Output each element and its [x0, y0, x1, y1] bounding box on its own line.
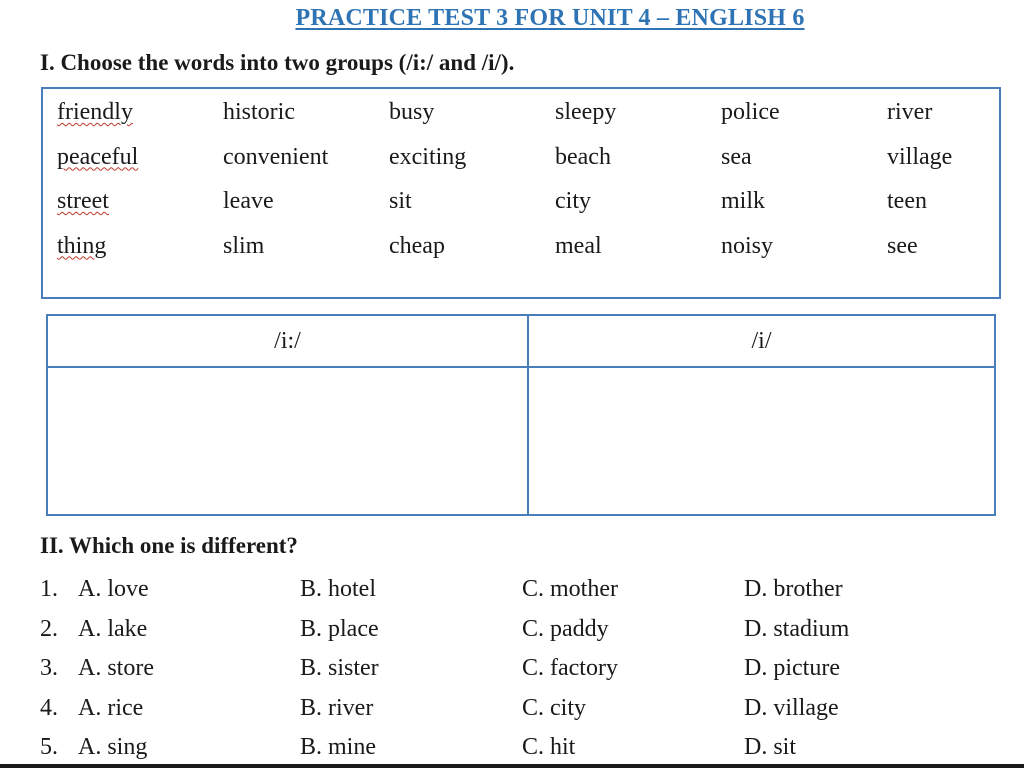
option-b: B. river — [300, 694, 374, 721]
question-row — [40, 649, 1000, 689]
word: sea — [721, 143, 752, 170]
word: cheap — [389, 232, 445, 259]
word: milk — [721, 188, 766, 214]
short-i-header: /i/ — [528, 315, 995, 367]
word: noisy — [721, 232, 774, 259]
question-row — [40, 728, 1000, 768]
word: convenient — [223, 143, 329, 170]
bottom-rule — [0, 764, 1024, 768]
word: police — [721, 99, 780, 125]
option-c: C. hit — [522, 734, 576, 761]
short-i-answer-cell[interactable] — [528, 367, 995, 515]
word: teen — [887, 188, 927, 214]
section-1-heading: I. Choose the words into two groups (/i:/ and /i/). — [40, 50, 515, 75]
option-a: A. store — [78, 655, 154, 682]
option-d: D. brother — [744, 576, 843, 603]
word: slim — [223, 232, 265, 259]
word: sleepy — [555, 99, 617, 125]
option-b: B. place — [300, 615, 379, 642]
option-d: D. stadium — [744, 615, 850, 642]
option-b: B. sister — [300, 655, 379, 682]
question-number: 2. — [40, 615, 58, 642]
question-number: 4. — [40, 694, 58, 721]
option-a: A. rice — [78, 694, 144, 721]
question-number: 3. — [40, 655, 58, 682]
option-a: A. love — [78, 576, 149, 603]
option-d: D. sit — [744, 734, 797, 761]
word: village — [887, 143, 953, 170]
word: peaceful — [57, 143, 139, 170]
option-b: B. hotel — [300, 576, 376, 603]
word: busy — [389, 99, 435, 125]
option-c: C. city — [522, 694, 586, 721]
word: historic — [223, 99, 295, 125]
word-grid — [57, 99, 1024, 277]
option-c: C. mother — [522, 576, 618, 603]
word: beach — [555, 143, 611, 170]
option-b: B. mine — [300, 734, 376, 761]
word: city — [555, 188, 591, 214]
sort-table — [46, 314, 996, 516]
option-d: D. picture — [744, 655, 840, 682]
word: river — [887, 99, 933, 125]
word: exciting — [389, 143, 467, 170]
option-a: A. sing — [78, 734, 148, 761]
question-number: 5. — [40, 734, 58, 761]
question-number: 1. — [40, 576, 58, 603]
section-2-heading: II. Which one is different? — [40, 533, 298, 558]
word: meal — [555, 232, 602, 259]
question-list — [40, 570, 1000, 768]
question-row — [40, 689, 1000, 729]
option-d: D. village — [744, 694, 839, 721]
option-c: C. paddy — [522, 615, 609, 642]
long-i-header: /i:/ — [47, 315, 528, 367]
question-row — [40, 610, 1000, 650]
word: leave — [223, 188, 274, 214]
option-c: C. factory — [522, 655, 618, 682]
word: friendly — [57, 99, 133, 125]
word: sit — [389, 188, 412, 214]
word: see — [887, 232, 918, 259]
word: street — [57, 188, 109, 214]
option-a: A. lake — [78, 615, 148, 642]
word: thing — [57, 232, 107, 259]
question-row — [40, 570, 1000, 610]
long-i-answer-cell[interactable] — [47, 367, 528, 515]
word-box — [41, 87, 1001, 299]
page-title: PRACTICE TEST 3 FOR UNIT 4 – ENGLISH 6 — [295, 5, 805, 31]
